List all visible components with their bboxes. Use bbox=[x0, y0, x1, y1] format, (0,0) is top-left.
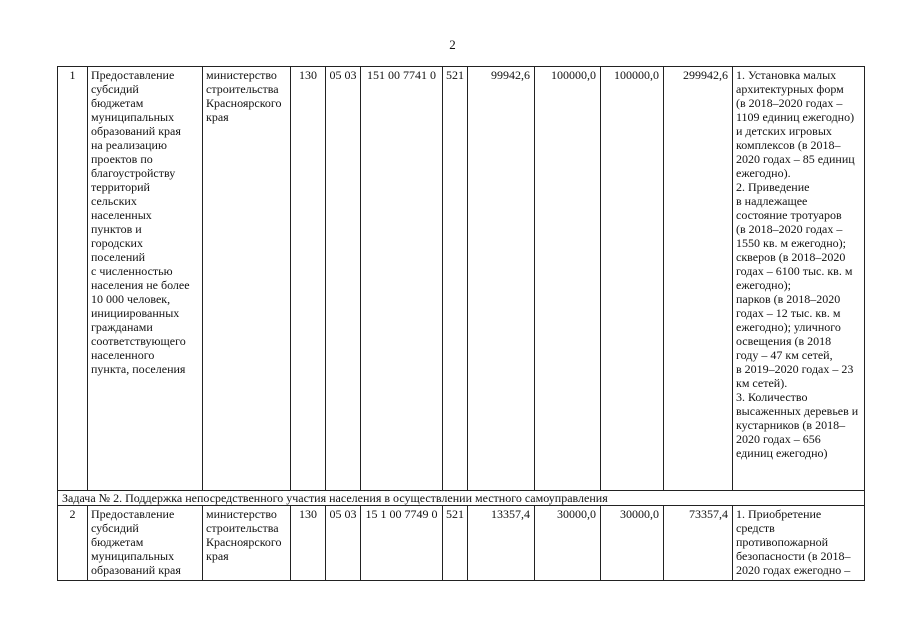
text-line: края bbox=[206, 549, 229, 563]
text-line: 2020 годах – 656 bbox=[736, 432, 821, 446]
text-line: 2. Приведение bbox=[736, 180, 810, 194]
text-line: инициированных bbox=[91, 306, 180, 320]
text-line: кустарников (в 2018– bbox=[736, 418, 846, 432]
text-line: бюджетам bbox=[91, 96, 144, 110]
text-line: противопожарной bbox=[736, 535, 829, 549]
text-line: 1. Приобретение bbox=[736, 507, 822, 521]
text-line: на реализацию bbox=[91, 138, 167, 152]
text-line: 2020 годах – 85 единиц bbox=[736, 152, 855, 166]
text-line: высаженных деревьев и bbox=[736, 404, 859, 418]
grbs-code: 130 bbox=[291, 67, 326, 491]
task-row bbox=[58, 491, 865, 506]
text-line: парков (в 2018–2020 bbox=[736, 292, 841, 306]
text-line: сельских bbox=[91, 194, 137, 208]
vr-code: 521 bbox=[443, 67, 468, 491]
text-line: средств bbox=[736, 521, 775, 535]
text-line: ежегодно); уличного bbox=[736, 320, 841, 334]
ministry bbox=[203, 506, 291, 581]
text-line: Предоставление bbox=[91, 507, 175, 521]
text-line: городских bbox=[91, 236, 143, 250]
text-line: Красноярского bbox=[206, 96, 282, 110]
expected-result bbox=[733, 506, 865, 581]
text-line: образований края bbox=[91, 563, 181, 577]
value-2018: 13357,4 bbox=[468, 506, 535, 581]
task-heading: Задача № 2. Поддержка непосредственного участия населения в осуществлении местного самоуправления bbox=[58, 491, 865, 506]
text-line: архитектурных форм bbox=[736, 82, 844, 96]
text-line: субсидий bbox=[91, 521, 139, 535]
text-line: (в 2018–2020 годах – bbox=[736, 96, 843, 110]
text-line: году – 47 км сетей, bbox=[736, 348, 833, 362]
value-2019: 30000,0 bbox=[535, 506, 601, 581]
text-line: населенного bbox=[91, 348, 155, 362]
text-line: образований края bbox=[91, 124, 181, 138]
text-line: министерство bbox=[206, 507, 277, 521]
value-total: 299942,6 bbox=[664, 67, 733, 491]
text-line: гражданами bbox=[91, 320, 153, 334]
value-2020: 30000,0 bbox=[601, 506, 664, 581]
text-line: строительства bbox=[206, 82, 279, 96]
text-line: строительства bbox=[206, 521, 279, 535]
text-line: пункта, поселения bbox=[91, 362, 186, 376]
text-line: (в 2018–2020 годах – bbox=[736, 222, 843, 236]
value-2018: 99942,6 bbox=[468, 67, 535, 491]
text-line: министерство bbox=[206, 68, 277, 82]
grbs-code: 130 bbox=[291, 506, 326, 581]
value-2020: 100000,0 bbox=[601, 67, 664, 491]
text-line: км сетей). bbox=[736, 376, 788, 390]
text-line: населенных bbox=[91, 208, 152, 222]
text-line: 2020 годах ежегодно – bbox=[736, 563, 851, 577]
text-line: субсидий bbox=[91, 82, 139, 96]
text-line: годах – 12 тыс. кв. м bbox=[736, 306, 841, 320]
table-row bbox=[58, 67, 865, 491]
table-row bbox=[58, 506, 865, 581]
text-line: в 2019–2020 годах – 23 bbox=[736, 362, 854, 376]
value-2019: 100000,0 bbox=[535, 67, 601, 491]
expected-result bbox=[733, 67, 865, 491]
vr-code: 521 bbox=[443, 506, 468, 581]
text-line: единиц ежегодно) bbox=[736, 446, 828, 460]
measure-name bbox=[88, 67, 203, 491]
text-line: 1. Установка малых bbox=[736, 68, 837, 82]
text-line: Красноярского bbox=[206, 535, 282, 549]
csr-code: 15 1 00 7749 0 bbox=[361, 506, 443, 581]
program-table bbox=[57, 66, 865, 581]
text-line: 1550 кв. м ежегодно); bbox=[736, 236, 847, 250]
rzpr-code: 05 03 bbox=[326, 67, 361, 491]
text-line: края bbox=[206, 110, 229, 124]
text-line: населения не более bbox=[91, 278, 190, 292]
text-line: муниципальных bbox=[91, 110, 175, 124]
text-line: состояние тротуаров bbox=[736, 208, 842, 222]
rzpr-code: 05 03 bbox=[326, 506, 361, 581]
text-line: ежегодно); bbox=[736, 278, 791, 292]
text-line: муниципальных bbox=[91, 549, 175, 563]
measure-name bbox=[88, 506, 203, 581]
text-line: пунктов и bbox=[91, 222, 142, 236]
text-line: безопасности (в 2018– bbox=[736, 549, 851, 563]
row-number: 1 bbox=[58, 67, 88, 491]
ministry bbox=[203, 67, 291, 491]
text-line: с численностью bbox=[91, 264, 173, 278]
row-number: 2 bbox=[58, 506, 88, 581]
text-line: и детских игровых bbox=[736, 124, 832, 138]
text-line: проектов по bbox=[91, 152, 153, 166]
text-line: территорий bbox=[91, 180, 150, 194]
text-line: 3. Количество bbox=[736, 390, 808, 404]
text-line: бюджетам bbox=[91, 535, 144, 549]
page-number: 2 bbox=[449, 37, 456, 52]
text-line: 10 000 человек, bbox=[91, 292, 171, 306]
text-line: соответствующего bbox=[91, 334, 186, 348]
text-line: ежегодно). bbox=[736, 166, 791, 180]
text-line: освещения (в 2018 bbox=[736, 334, 832, 348]
text-line: годах – 6100 тыс. кв. м bbox=[736, 264, 853, 278]
text-line: скверов (в 2018–2020 bbox=[736, 250, 846, 264]
text-line: Предоставление bbox=[91, 68, 175, 82]
text-line: комплексов (в 2018– bbox=[736, 138, 841, 152]
csr-code: 151 00 7741 0 bbox=[361, 67, 443, 491]
value-total: 73357,4 bbox=[664, 506, 733, 581]
text-line: благоустройству bbox=[91, 166, 176, 180]
text-line: в надлежащее bbox=[736, 194, 808, 208]
text-line: 1109 единиц ежегодно) bbox=[736, 110, 855, 124]
text-line: поселений bbox=[91, 250, 146, 264]
